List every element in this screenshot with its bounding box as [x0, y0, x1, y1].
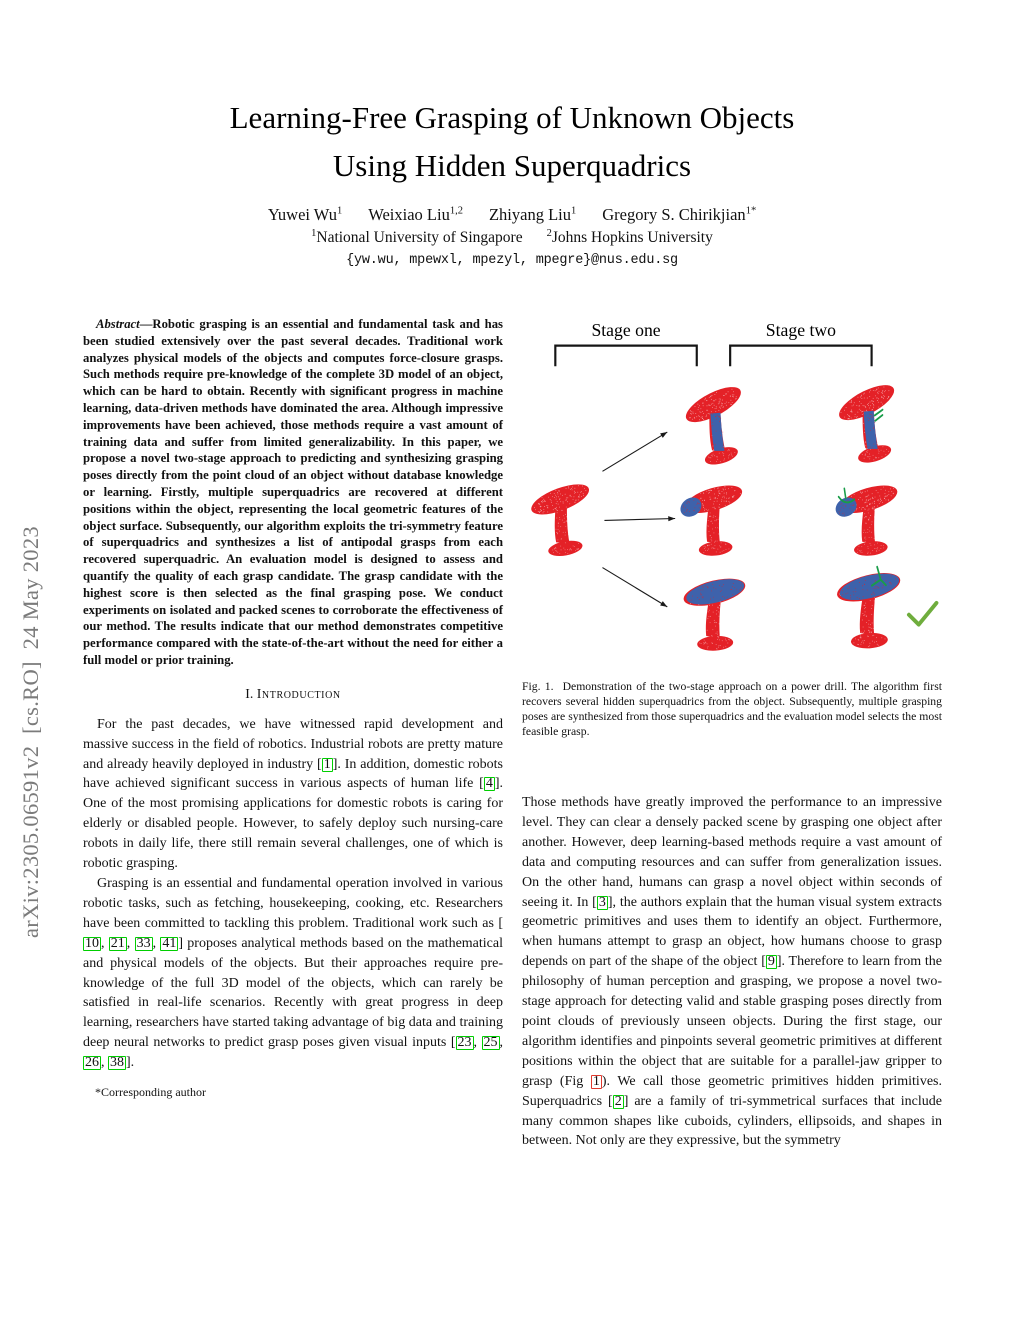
drill-superquadric-handle [681, 379, 751, 471]
abstract-label: Abstract [96, 317, 140, 331]
paper-header [0, 0, 1024, 268]
figure-1 [522, 314, 942, 739]
citation-reference[interactable]: 9 [767, 954, 775, 970]
author-list [0, 205, 1024, 225]
citation-reference[interactable]: 23 [457, 1035, 472, 1051]
citation-reference[interactable]: 33 [136, 935, 151, 951]
stage-two-bracket [730, 346, 871, 367]
citation-reference[interactable]: 38 [110, 1055, 124, 1071]
affiliation-name: $^2$Johns Hopkins University [546, 228, 713, 247]
arrow [604, 518, 675, 520]
figure-reference[interactable]: 1 [592, 1073, 600, 1089]
citation-reference[interactable]: 4 [485, 776, 493, 792]
drill-superquadric-nose [678, 480, 744, 557]
right-column [522, 314, 942, 1151]
author-name: Weixiao Liu$^{1,2}$ [368, 205, 463, 224]
arrow [602, 432, 667, 471]
intro-paragraph-2: Grasping is an essential and fundamental operation involved in various robotic tasks, such as fetching, housekeeping, cooking, etc. Researchers have been committed to tackling this problem. Traditional work such as [10 , 21 , 33 , 41 ] proposes analytical methods based on the mathematical and physical models of the objects. But their approaches require pre-knowledge of the full 3D model of the objects, which can rarely be satisfied in real-life scenarios. Recently with great progress in deep learning, researchers have started taking advantage of big data and training deep neural networks to predict grasp poses given visual inputs [ 23 , 25 , 26 , 38 ]. [83, 875, 504, 1071]
drill-source-point-cloud [527, 478, 595, 560]
figure-drawings [527, 377, 904, 653]
citation-reference[interactable]: 26 [85, 1055, 99, 1071]
author-name: Yuwei Wu$^1$ [267, 205, 343, 224]
paper-title [0, 94, 1024, 190]
section-heading-introduction [83, 686, 503, 702]
arrow [602, 568, 667, 607]
left-column [83, 316, 503, 1100]
figure-caption-label: Fig. 1. [522, 680, 554, 693]
email-line: {yw.wu, mpewxl, mpezyl, mpegre}@nus.edu.sg [346, 253, 678, 269]
abstract-text: —Robotic grasping is an essential and fundamental task and has been studied extensively over the past several decades. Traditional work analyzes physical models of the objects and computes force-closure grasps. Such methods require pre-knowledge of the complete 3D model of an object, which can be hard to obtain. Recently with significant progress in machine learning, data-driven methods have dominated the area. Although impressive improvements have been achieved, those methods require a vast amount of training data and suffer from limited generalizability. In this paper, we propose a novel two-stage approach to predicting and synthesizing grasping poses directly from the point cloud of an object without database knowledge or learning. Firstly, multiple superquadrics are recovered at different positions within the object, representing the local geometric features of the object surface. Subsequently, our algorithm exploits the tri-symmetry feature of superquadrics and synthesizes a list of antipodal grasps from each recovered superquadric. An evaluation model is designed to assess and quantify the quality of each grasp candidate. The grasp candidate with the highest score is then selected as the final grasping pose. We conduct experiments on isolated and packed scenes to corroborate the effectiveness of our method. The results indicate that our method demonstrates competitive performance compared with the state-of-the-art without the need for either a full model or prior training. [83, 317, 503, 667]
drill-superquadric-body [680, 571, 748, 654]
figure-caption-text: Demonstration of the two-stage approach on a power drill. The algorithm first recovers several hidden superquadrics from the object. Subsequently, multiple grasping poses are synthesized from those superquadrics and the evaluation model selects the most feasible grasp. [522, 680, 942, 738]
affiliation-name: $^1$National University of Singapore [311, 228, 523, 247]
arrow-head [660, 432, 667, 438]
intro-paragraph-1: For the past decades, we have witnessed rapid development and massive success in the field of robotics. Industrial robots are pretty mature and already heavily deployed in industry [ 1 ]. In addition, domestic robots have achieved significant success in various aspects of human life [ 4 ]. One of the most promising applications for domestic robots is caring for elderly or disabled people. However, to safely deploy such nursing-care robots in daily life, there still remain several challenges, one of which is robotic grasping. [83, 716, 503, 872]
citation-reference[interactable]: 10 [85, 935, 99, 951]
stage-one-bracket [555, 346, 696, 367]
footnote-corresponding-author: *Corresponding author [95, 1085, 206, 1100]
drill-grasp-nose [833, 480, 899, 557]
citation-reference[interactable]: 25 [483, 1035, 498, 1051]
drill-grasp-body [833, 565, 903, 651]
citation-reference[interactable]: 3 [598, 894, 606, 910]
grasp-gripper-mark [874, 410, 884, 421]
arxiv-banner: arXiv:2305.06591v2 [cs.RO] 24 May 2023 [18, 526, 43, 938]
citation-reference[interactable]: 1 [323, 756, 331, 772]
arrow-head [668, 516, 675, 521]
citation-reference[interactable]: 2 [614, 1093, 622, 1109]
right-paragraph-1: Those methods have greatly improved the performance to an impressive level. They can clear a densely packed scene by grasping one object after another. However, deep learning-based methods require a vast amount of data and computing resources and can suffer from generalization issues. On the other hand, humans can grasp a novel object within seconds of seeing it. In [ 3 ], the authors explain that the human visual system extracts geometric primitives and uses them to identify an object. Furthermore, when humans attempt to grasp an object, how humans choose to grasp depends on part of the shape of the object [ 9 ]. Therefore to learn from the philosophy of human perception and grasping, we propose a novel two-stage approach for detecting valid and stable grasping poses directly from point clouds of previously unseen objects. During the first stage, our algorithm identifies and pinpoints several geometric primitives at different positions within the object that are suitable for a parallel-jaw gripper to grasp (Fig 1 ). We call those geometric primitives hidden primitives. Superquadrics [ 2 ] are a family of tri-symmetrical surfaces that include many common shapes like cuboids, cylinders, ellipsoids, and shapes in between. Not only are they expressive, but the symmetry [522, 795, 942, 1149]
title-line-2: Using Hidden Superquadrics [332, 148, 692, 183]
drill-grasp-handle [834, 377, 904, 469]
arrow-head [660, 601, 667, 607]
citation-reference[interactable]: 41 [162, 935, 177, 951]
section-title: Introduction [256, 685, 341, 701]
stage-one-label: Stage one [591, 319, 661, 340]
checkmark-icon [909, 603, 937, 625]
author-name: Gregory S. Chirikjian$^{1*}$ [602, 205, 757, 224]
citation-reference[interactable]: 21 [110, 935, 125, 951]
figure-1-graphic [518, 314, 960, 666]
author-name: Zhiyang Liu$^1$ [488, 205, 577, 224]
abstract [83, 316, 503, 669]
title-line-1: Learning-Free Grasping of Unknown Objects [229, 100, 795, 135]
stage-two-label: Stage two [765, 319, 836, 340]
section-number: I. [245, 685, 254, 701]
figure-1-caption [522, 679, 942, 739]
affiliation-list [0, 228, 1024, 247]
